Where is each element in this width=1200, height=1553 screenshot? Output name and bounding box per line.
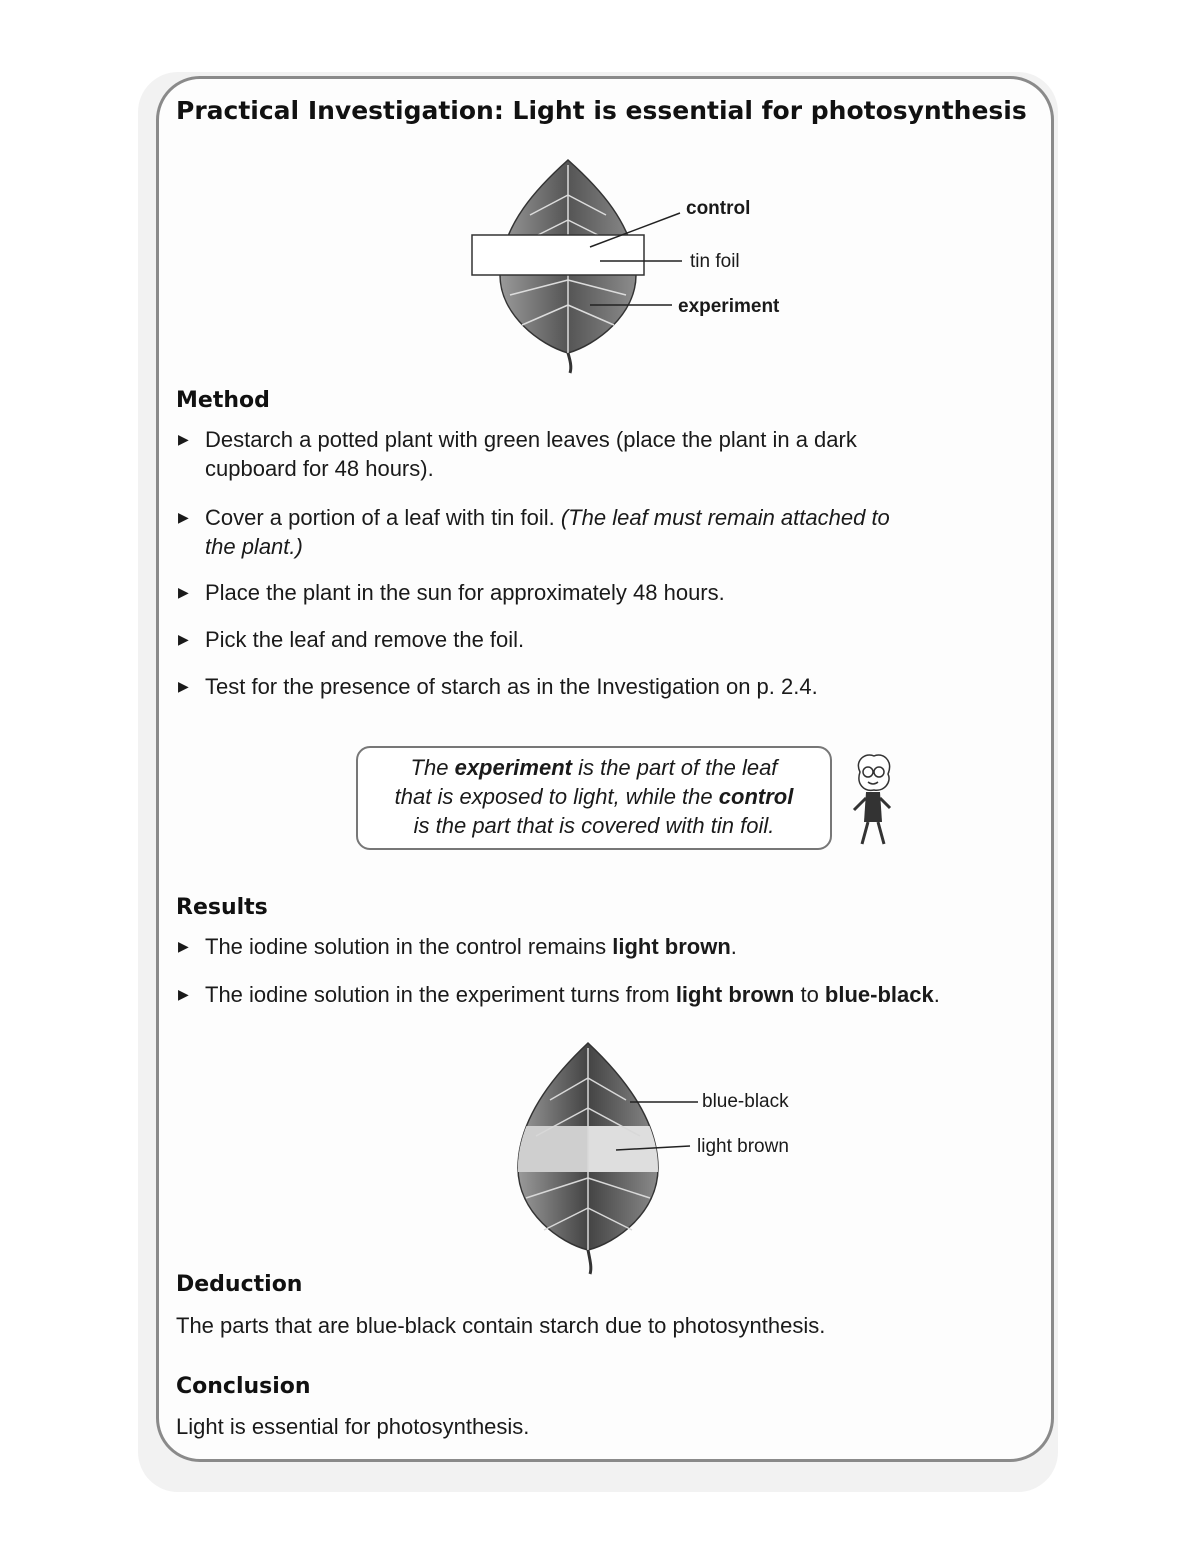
bullet-arrow-icon: ▶ bbox=[178, 584, 189, 600]
scientist-mascot-icon bbox=[846, 752, 900, 848]
label-light-brown: light brown bbox=[697, 1136, 789, 1157]
method-step: ▶ Destarch a potted plant with green leaves (place the plant in a dark cupboard for 48 hours). bbox=[178, 427, 857, 481]
label-tin-foil: tin foil bbox=[690, 251, 740, 272]
tin-foil-strip bbox=[472, 235, 644, 275]
label-experiment: experiment bbox=[678, 296, 780, 317]
callout-box: The experiment is the part of the leaf that is exposed to light, while the control is the part that is covered with tin foil. bbox=[356, 746, 832, 850]
page-title: Practical Investigation: Light is essential for photosynthesis bbox=[176, 96, 1027, 125]
bullet-arrow-icon: ▶ bbox=[178, 431, 189, 447]
deduction-heading: Deduction bbox=[176, 1272, 303, 1297]
conclusion-heading: Conclusion bbox=[176, 1374, 311, 1399]
leaf-diagram-result bbox=[500, 1038, 710, 1278]
result-item: ▶ The iodine solution in the control remains light brown. bbox=[178, 934, 737, 959]
method-step: ▶ Place the plant in the sun for approximately 48 hours. bbox=[178, 580, 725, 605]
bullet-arrow-icon: ▶ bbox=[178, 678, 189, 694]
label-blue-black: blue-black bbox=[702, 1091, 789, 1112]
method-step: ▶ Test for the presence of starch as in the Investigation on p. 2.4. bbox=[178, 674, 818, 699]
method-step: ▶ Pick the leaf and remove the foil. bbox=[178, 627, 525, 652]
bullet-arrow-icon: ▶ bbox=[178, 631, 189, 647]
bullet-arrow-icon: ▶ bbox=[178, 509, 189, 525]
method-heading: Method bbox=[176, 388, 270, 413]
deduction-text: The parts that are blue-black contain starch due to photosynthesis. bbox=[176, 1313, 826, 1338]
method-step: ▶ Cover a portion of a leaf with tin foil. (The leaf must remain attached to the plant.) bbox=[178, 505, 890, 559]
label-control: control bbox=[686, 198, 751, 219]
bullet-arrow-icon: ▶ bbox=[178, 938, 189, 954]
bullet-arrow-icon: ▶ bbox=[178, 986, 189, 1002]
result-item: ▶ The iodine solution in the experiment turns from light brown to blue-black. bbox=[178, 982, 940, 1007]
leaf-diagram-foil bbox=[460, 155, 800, 380]
results-heading: Results bbox=[176, 895, 268, 920]
conclusion-text: Light is essential for photosynthesis. bbox=[176, 1414, 530, 1439]
